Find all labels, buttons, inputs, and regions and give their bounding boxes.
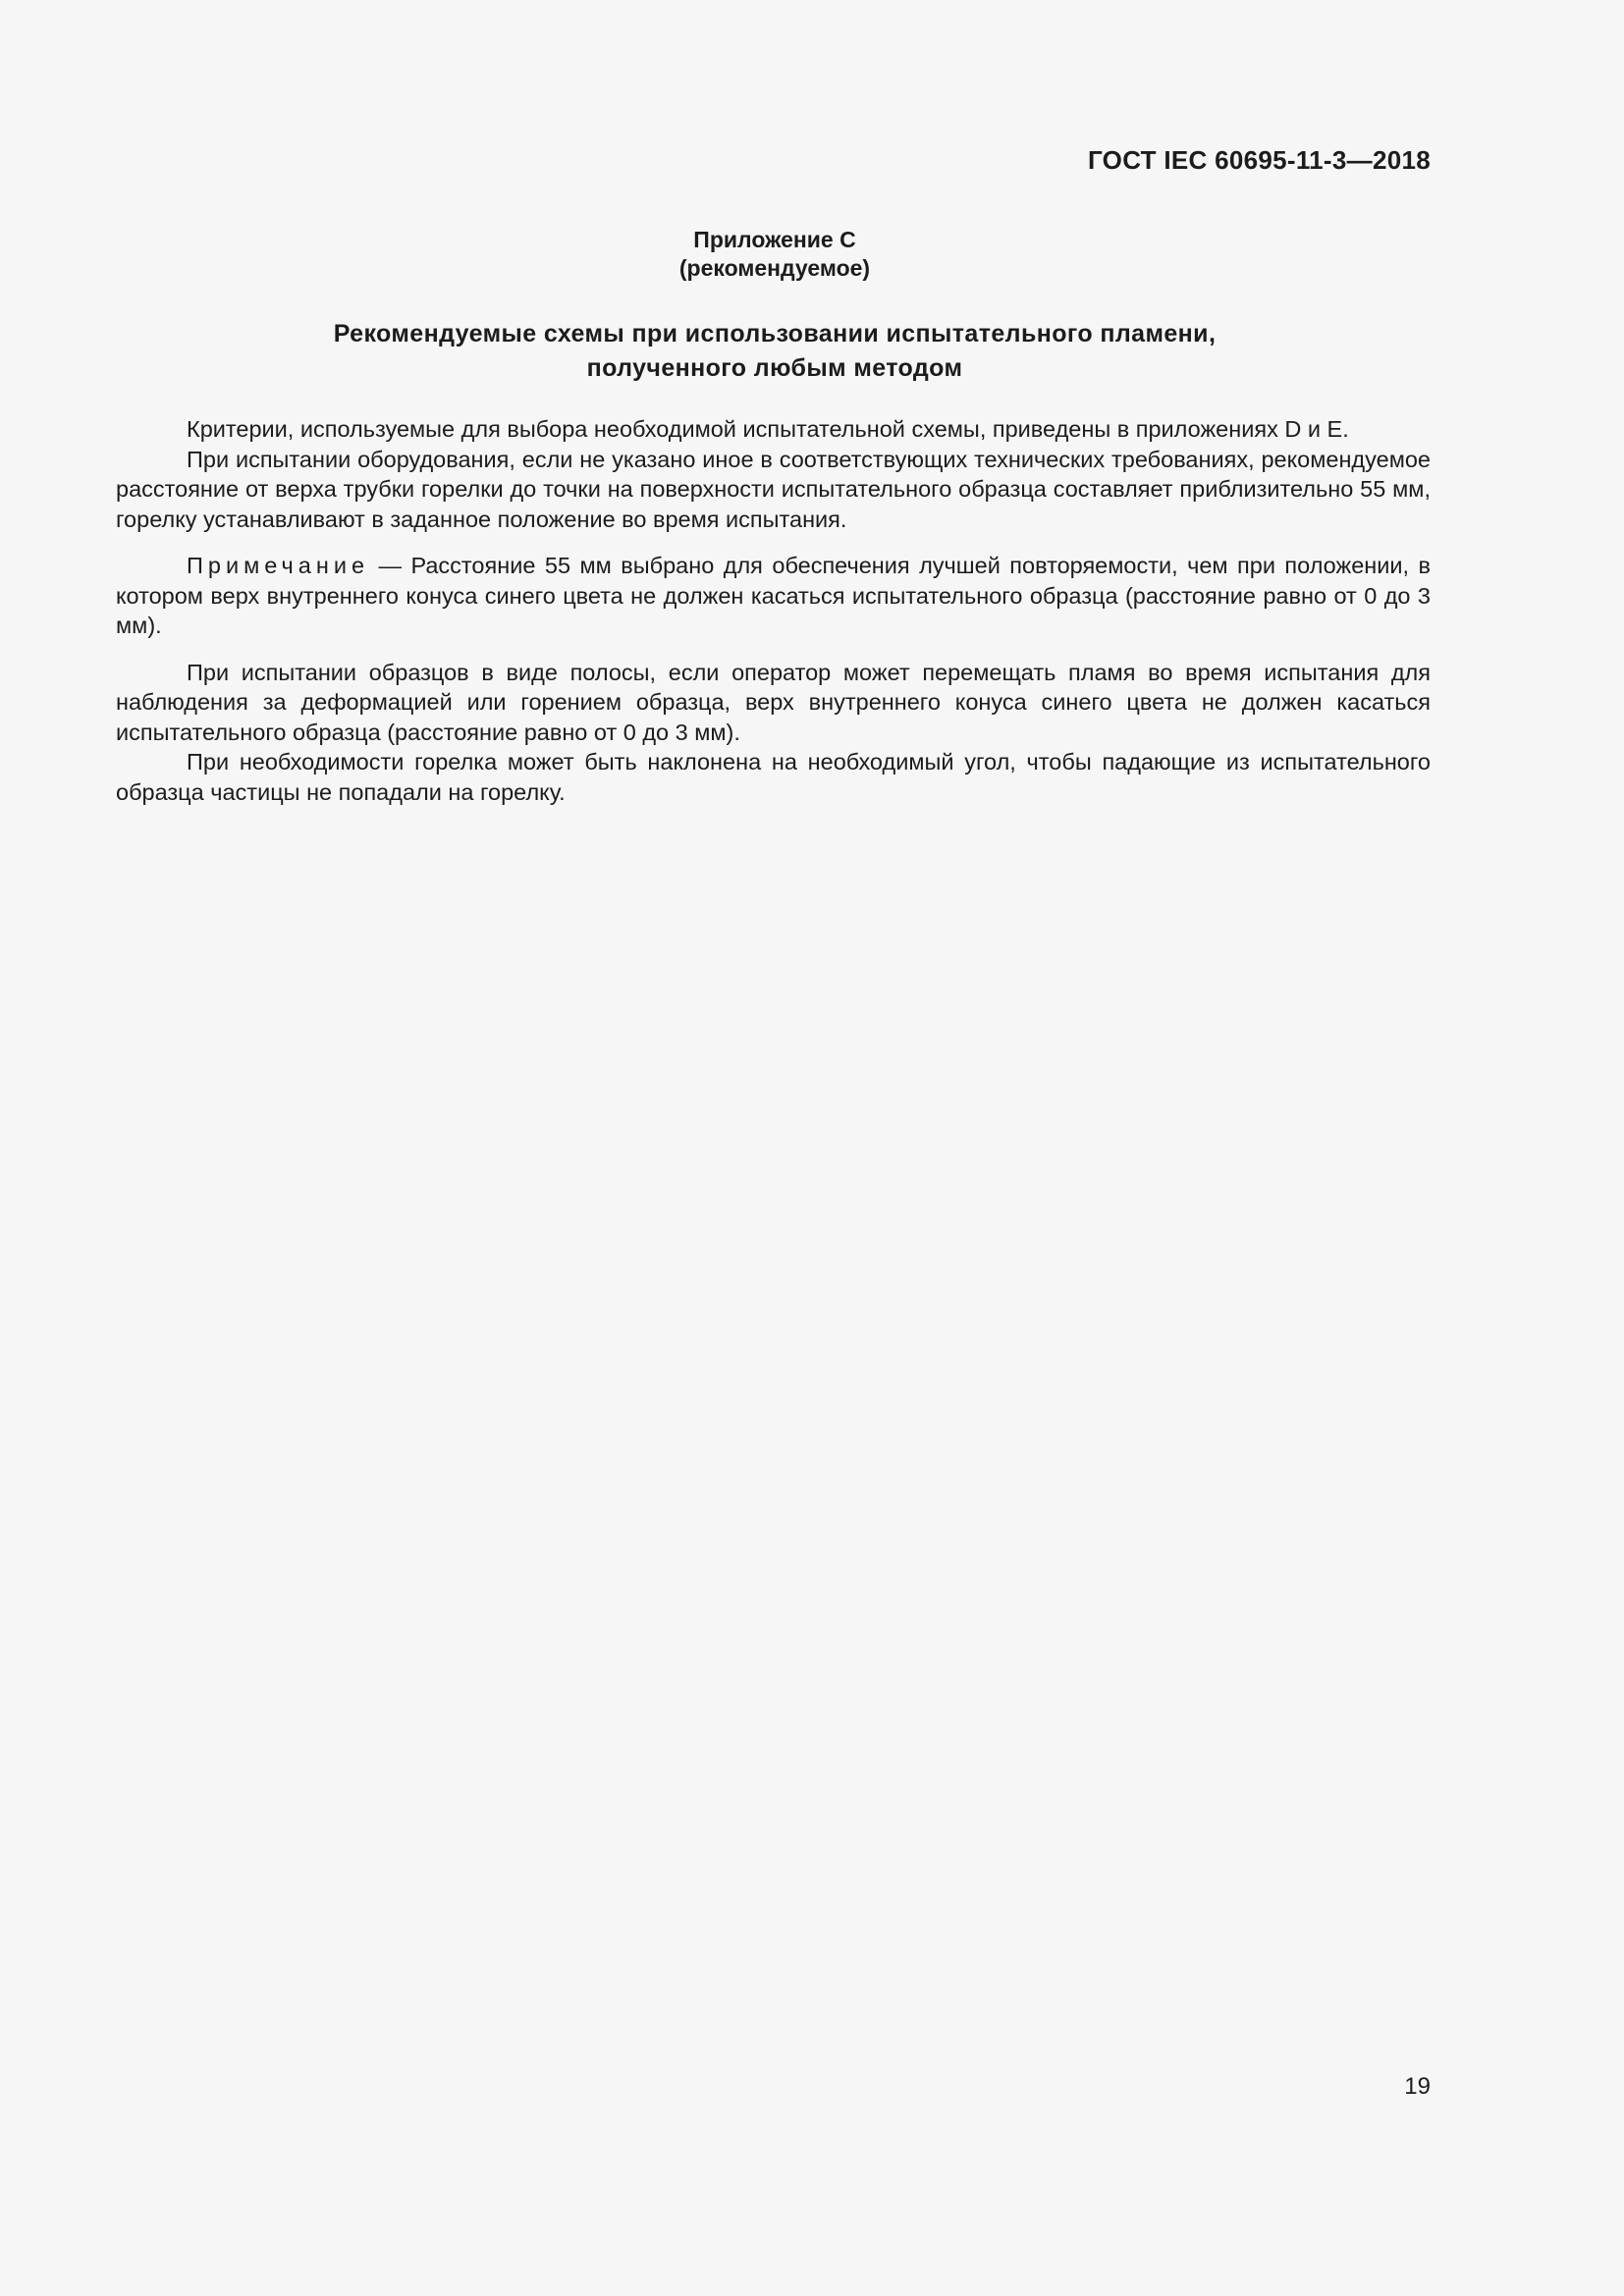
section-title-line-2: полученного любым методом bbox=[586, 354, 963, 382]
appendix-label: Приложение С bbox=[693, 227, 856, 252]
note-label: Примечание bbox=[187, 553, 370, 578]
appendix-status: (рекомендуемое) bbox=[678, 255, 871, 281]
paragraph-strip-specimens: При испытании образцов в виде полосы, если оператор может перемещать пламя во время испытания для наблюдения за деформацией или горением образца, верх внутреннего конуса синего цвета не должен касаться испытательного образца (расстояние равно от 0 до 3 мм). bbox=[116, 659, 1431, 745]
note-text: — Расстояние 55 мм выбрано для обеспечения лучшей повторяемости, чем при положении, в котором верх внутреннего конуса синего цвета не должен касаться испытательного образца (расстояние равно от 0 до 3 мм). bbox=[116, 553, 1431, 638]
standard-code-header: ГОСТ IEC 60695-11-3—2018 bbox=[1087, 145, 1431, 175]
note-paragraph bbox=[116, 551, 1431, 641]
paragraph-criteria: Критерии, используемые для выбора необходимой испытательной схемы, приведены в приложениях D и E. bbox=[187, 416, 1349, 442]
appendix-heading bbox=[0, 226, 1549, 283]
page-number: 19 bbox=[1404, 2073, 1431, 2100]
section-title-line-1: Рекомендуемые схемы при использовании испытательного пламени, bbox=[333, 320, 1217, 347]
paragraph-equipment-testing: При испытании оборудования, если не указано иное в соответствующих технических требованиях, рекомендуемое расстояние от верха трубки горелки до точки на поверхности испытательного образца составляет приблизительно 55 мм, горелку устанавливают в заданное положение во время испытания. bbox=[116, 446, 1431, 532]
section-title bbox=[0, 317, 1549, 386]
body-text bbox=[116, 414, 1431, 807]
paragraph-burner-tilt: При необходимости горелка может быть наклонена на необходимый угол, чтобы падающие из испытательного образца частицы не попадали на горелку. bbox=[116, 749, 1431, 805]
